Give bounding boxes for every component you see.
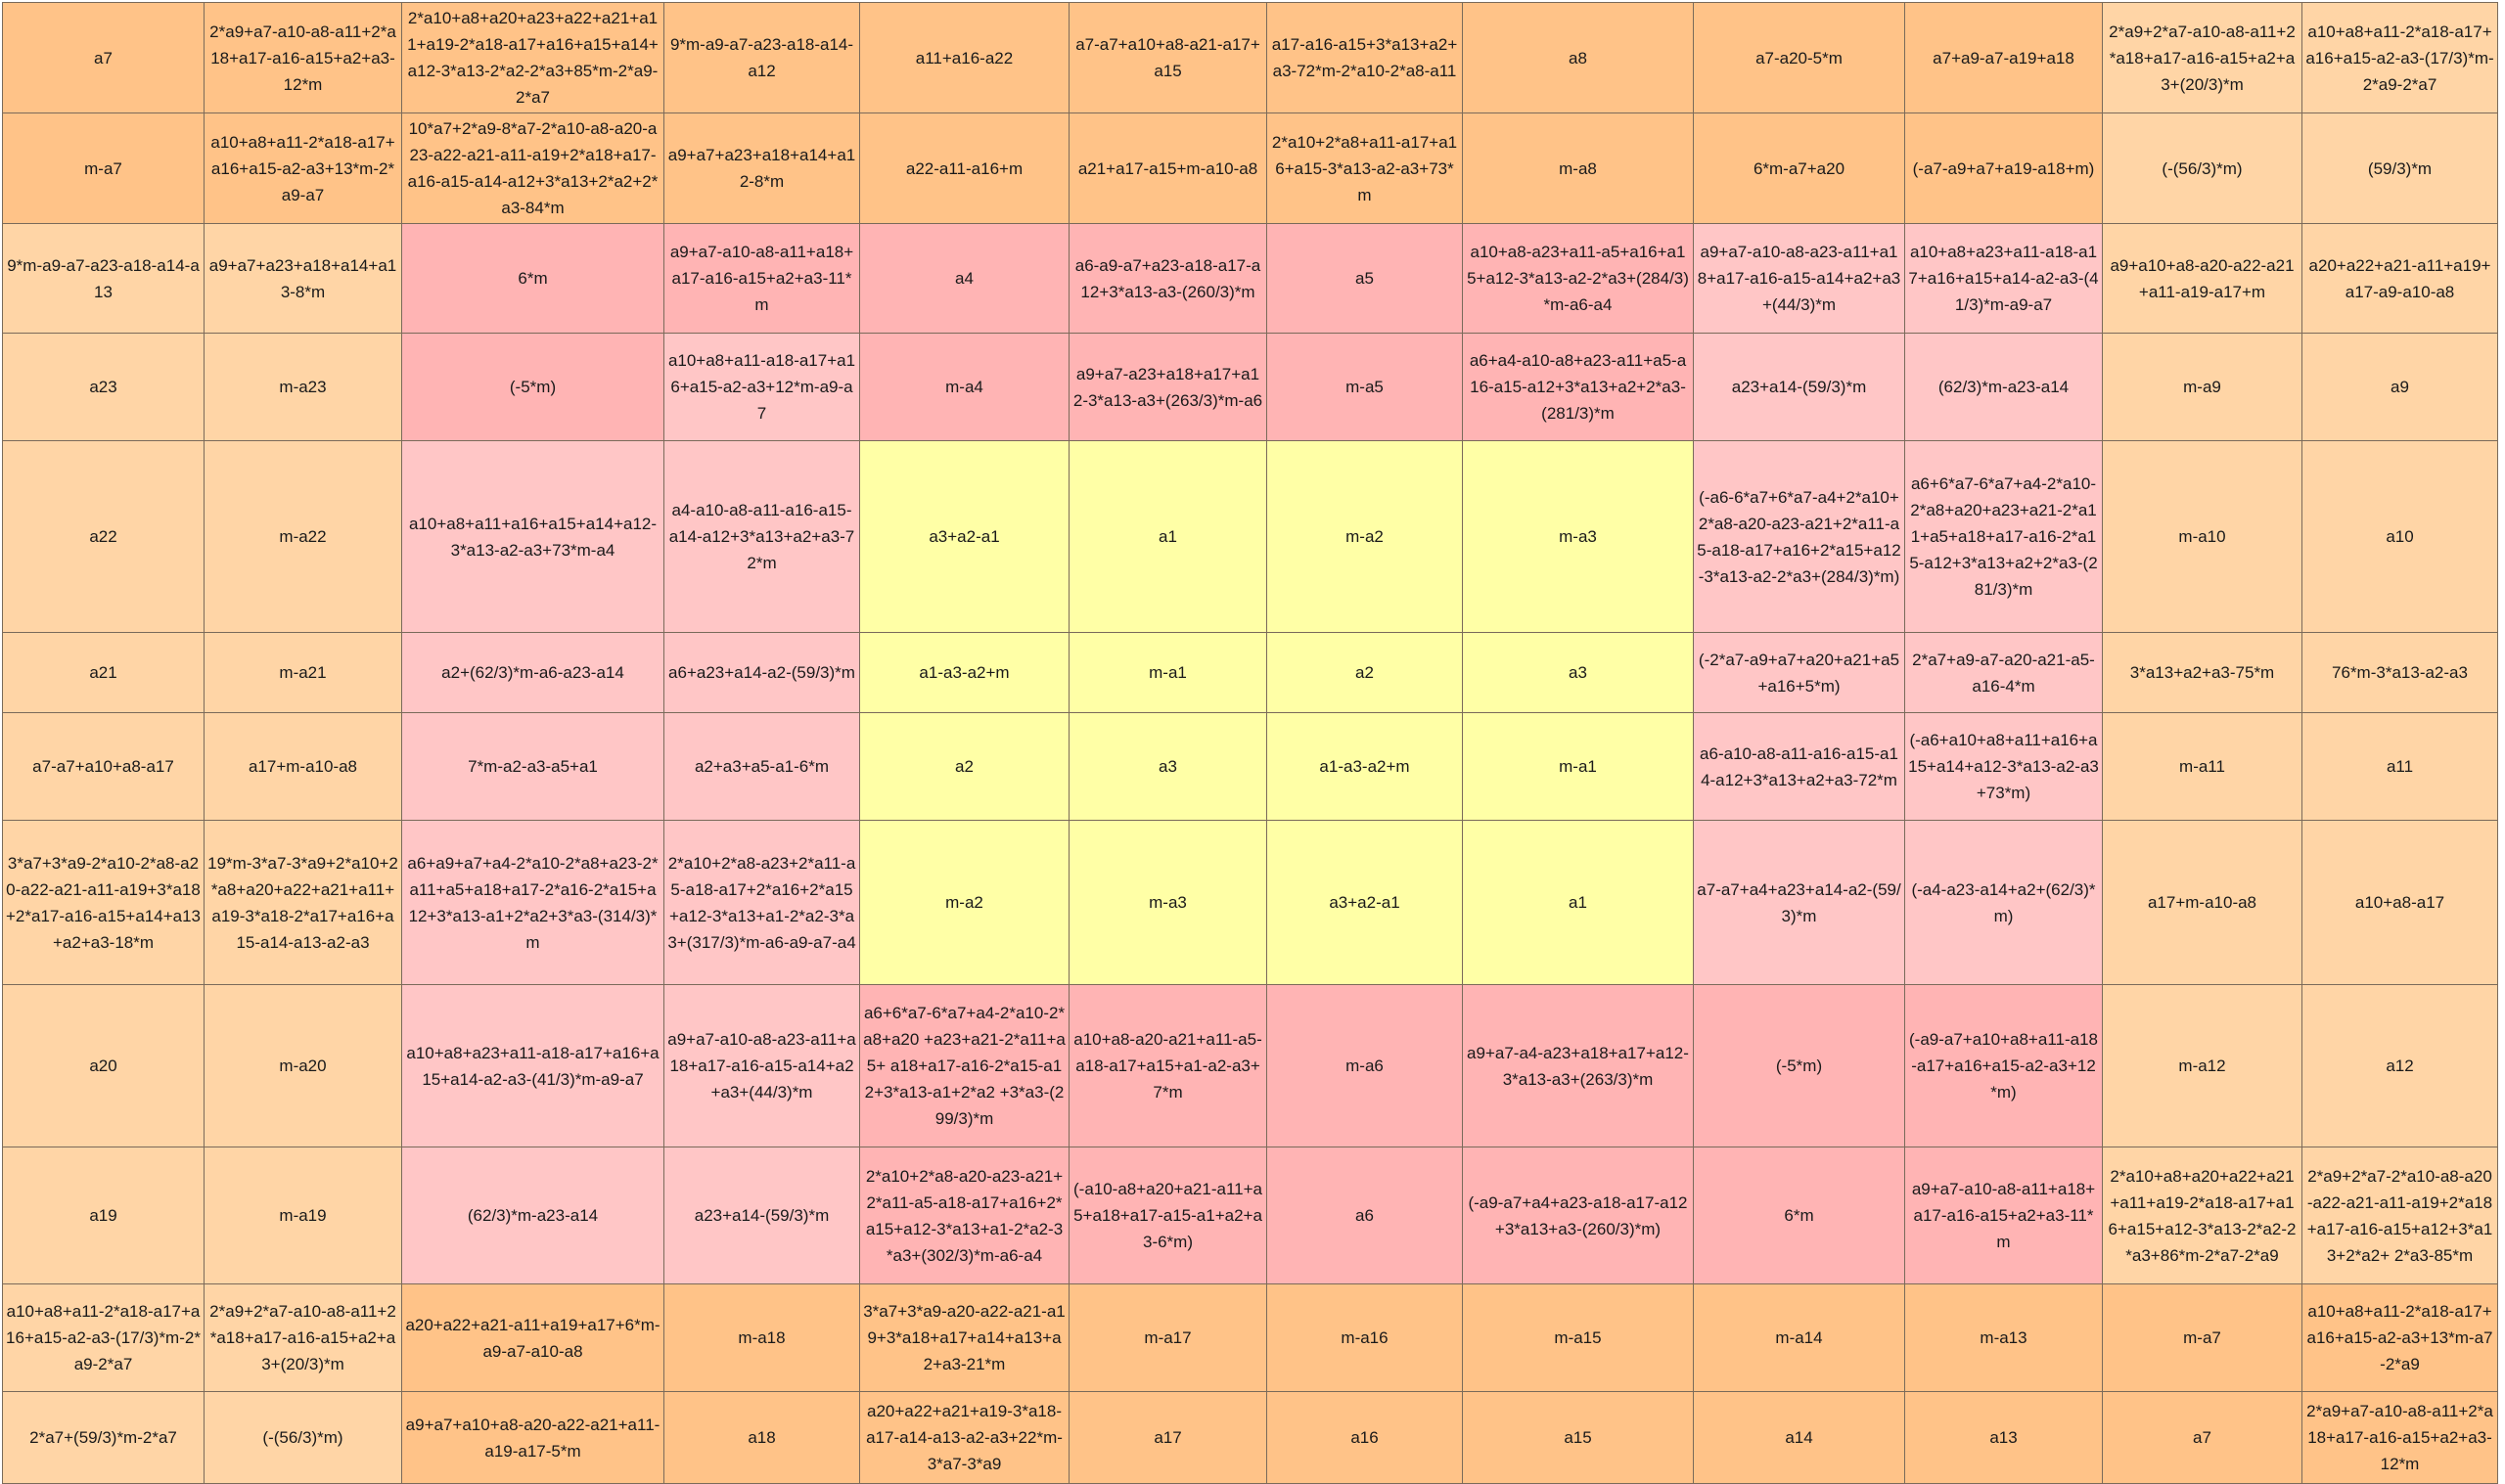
table-cell: m-a8: [1463, 113, 1694, 224]
table-cell: a13: [1905, 1392, 2103, 1484]
table-cell: m-a3: [1463, 441, 1694, 633]
table-cell: m-a5: [1267, 334, 1463, 441]
table-cell: a18: [664, 1392, 860, 1484]
table-cell: (-5*m): [1694, 985, 1905, 1147]
table-row: [3, 713, 2498, 821]
table-cell: 10*a7+2*a9-8*a7-2*a10-a8-a20-a23-a22-a21-a11-a19+2*a18+a17-a16-a15-a14-a12+3*a13+2*a2+2*a3-84*m: [402, 113, 664, 224]
table-cell: a10+a8+a11-2*a18-a17+a16+a15-a2-a3+13*m-2*a9-a7: [205, 113, 402, 224]
table-cell: m-a2: [1267, 441, 1463, 633]
table-cell: a10: [2302, 441, 2498, 633]
table-cell: a17+m-a10-a8: [2103, 821, 2302, 985]
table-cell: a2: [1267, 633, 1463, 713]
table-cell: 9*m-a9-a7-a23-a18-a14-a13: [3, 224, 205, 334]
table-cell: m-a23: [205, 334, 402, 441]
table-cell: a7-a7+a10+a8-a17: [3, 713, 205, 821]
table-cell: 7*m-a2-a3-a5+a1: [402, 713, 664, 821]
table-cell: a9+a7-a10-a8-a11+a18+a17-a16-a15+a2+a3-11*m: [1905, 1147, 2103, 1284]
table-cell: (-2*a7-a9+a7+a20+a21+a5+a16+5*m): [1694, 633, 1905, 713]
table-cell: a9+a7-a4-a23+a18+a17+a12-3*a13-a3+(263/3)*m: [1463, 985, 1694, 1147]
table-cell: a19: [3, 1147, 205, 1284]
table-cell: a11+a16-a22: [860, 3, 1070, 113]
table-cell: a4: [860, 224, 1070, 334]
table-cell: m-a19: [205, 1147, 402, 1284]
table-cell: m-a9: [2103, 334, 2302, 441]
table-cell: 2*a10+2*a8-a20-a23-a21+2*a11-a5-a18-a17+a16+2*a15+a12-3*a13+a1-2*a2-3*a3+(302/3)*m-a6-a4: [860, 1147, 1070, 1284]
table-cell: m-a17: [1070, 1284, 1267, 1392]
table-row: [3, 1147, 2498, 1284]
table-cell: a12: [2302, 985, 2498, 1147]
table-cell: a2: [860, 713, 1070, 821]
table-cell: 2*a7+a9-a7-a20-a21-a5-a16-4*m: [1905, 633, 2103, 713]
table-cell: a1: [1463, 821, 1694, 985]
table-cell: 2*a10+a8+a20+a23+a22+a21+a11+a19-2*a18-a17+a16+a15+a14+a12-3*a13-2*a2-2*a3+85*m-2*a9-2*a7: [402, 3, 664, 113]
table-cell: (-a4-a23-a14+a2+(62/3)*m): [1905, 821, 2103, 985]
table-cell: a20+a22+a21+a19-3*a18-a17-a14-a13-a2-a3+22*m-3*a7-3*a9: [860, 1392, 1070, 1484]
table-cell: a17-a16-a15+3*a13+a2+a3-72*m-2*a10-2*a8-a11: [1267, 3, 1463, 113]
table-cell: m-a15: [1463, 1284, 1694, 1392]
table-cell: a6-a10-a8-a11-a16-a15-a14-a12+3*a13+a2+a3-72*m: [1694, 713, 1905, 821]
table-row: [3, 334, 2498, 441]
table-cell: 2*a7+(59/3)*m-2*a7: [3, 1392, 205, 1484]
table-cell: a6+6*a7-6*a7+a4-2*a10-2*a8+a20 +a23+a21-2*a11+a5+ a18+a17-a16-2*a15-a12+3*a13-a1+2*a2 +3*a3-(299/3)*m: [860, 985, 1070, 1147]
table-cell: a9+a7-a10-a8-a23-a11+a18+a17-a16-a15-a14+a2+a3+(44/3)*m: [664, 985, 860, 1147]
table-cell: m-a21: [205, 633, 402, 713]
table-cell: (-a7-a9+a7+a19-a18+m): [1905, 113, 2103, 224]
table-cell: m-a11: [2103, 713, 2302, 821]
table-cell: (-a10-a8+a20+a21-a11+a5+a18+a17-a15-a1+a2+a3-6*m): [1070, 1147, 1267, 1284]
table-cell: a10+a8-a20-a21+a11-a5-a18-a17+a15+a1-a2-a3+7*m: [1070, 985, 1267, 1147]
table-cell: a6+6*a7-6*a7+a4-2*a10-2*a8+a20+a23+a21-2*a11+a5+a18+a17-a16-2*a15-a12+3*a13+a2+2*a3-(281/3)*m: [1905, 441, 2103, 633]
table-cell: a10+a8+a11-2*a18-a17+a16+a15-a2-a3-(17/3)*m-2*a9-2*a7: [2302, 3, 2498, 113]
table-cell: a21: [3, 633, 205, 713]
table-cell: 2*a10+2*a8-a23+2*a11-a5-a18-a17+2*a16+2*a15+a12-3*a13+a1-2*a2-3*a3+(317/3)*m-a6-a9-a7-a4: [664, 821, 860, 985]
table-row: [3, 3, 2498, 113]
table-cell: (-a6+a10+a8+a11+a16+a15+a14+a12-3*a13-a2-a3+73*m): [1905, 713, 2103, 821]
table-cell: a10+a8+a11-a18-a17+a16+a15-a2-a3+12*m-a9-a7: [664, 334, 860, 441]
table-cell: a9+a7-a10-a8-a23-a11+a18+a17-a16-a15-a14+a2+a3+(44/3)*m: [1694, 224, 1905, 334]
table-cell: a22-a11-a16+m: [860, 113, 1070, 224]
table-row: [3, 1284, 2498, 1392]
table-cell: a9: [2302, 334, 2498, 441]
table-cell: a20+a22+a21-a11+a19+a17+6*m-a9-a7-a10-a8: [402, 1284, 664, 1392]
table-cell: 19*m-3*a7-3*a9+2*a10+2*a8+a20+a22+a21+a11+a19-3*a18-2*a17+a16+a15-a14-a13-a2-a3: [205, 821, 402, 985]
table-cell: a9+a7-a23+a18+a17+a12-3*a13-a3+(263/3)*m-a6: [1070, 334, 1267, 441]
table-cell: 6*m: [402, 224, 664, 334]
table-cell: 6*m-a7+a20: [1694, 113, 1905, 224]
table-cell: m-a7: [2103, 1284, 2302, 1392]
table-cell: (-(56/3)*m): [205, 1392, 402, 1484]
table-cell: 9*m-a9-a7-a23-a18-a14-a12: [664, 3, 860, 113]
table-cell: (59/3)*m: [2302, 113, 2498, 224]
table-cell: m-a10: [2103, 441, 2302, 633]
table-cell: a10+a8+a11+a16+a15+a14+a12-3*a13-a2-a3+73*m-a4: [402, 441, 664, 633]
table-cell: m-a2: [860, 821, 1070, 985]
table-cell: a2+(62/3)*m-a6-a23-a14: [402, 633, 664, 713]
table-row: [3, 441, 2498, 633]
table-cell: 2*a9+a7-a10-a8-a11+2*a18+a17-a16-a15+a2+a3-12*m: [205, 3, 402, 113]
table-cell: a23+a14-(59/3)*m: [1694, 334, 1905, 441]
table-cell: a10+a8+a11-2*a18-a17+a16+a15-a2-a3-(17/3)*m-2*a9-2*a7: [3, 1284, 205, 1392]
table-cell: a10+a8+a11-2*a18-a17+a16+a15-a2-a3+13*m-a7-2*a9: [2302, 1284, 2498, 1392]
table-cell: a9+a10+a8-a20-a22-a21+a11-a19-a17+m: [2103, 224, 2302, 334]
table-cell: a3: [1463, 633, 1694, 713]
table-cell: 3*a13+a2+a3-75*m: [2103, 633, 2302, 713]
table-cell: m-a14: [1694, 1284, 1905, 1392]
table-cell: a4-a10-a8-a11-a16-a15-a14-a12+3*a13+a2+a3-72*m: [664, 441, 860, 633]
table-cell: a7: [3, 3, 205, 113]
table-cell: a3+a2-a1: [860, 441, 1070, 633]
table-cell: m-a7: [3, 113, 205, 224]
table-row: [3, 821, 2498, 985]
table-cell: 2*a9+2*a7-a10-a8-a11+2*a18+a17-a16-a15+a2+a3+(20/3)*m: [2103, 3, 2302, 113]
table-cell: 2*a10+a8+a20+a22+a21+a11+a19-2*a18-a17+a16+a15+a12-3*a13-2*a2-2*a3+86*m-2*a7-2*a9: [2103, 1147, 2302, 1284]
table-cell: m-a3: [1070, 821, 1267, 985]
table-cell: 3*a7+3*a9-2*a10-2*a8-a20-a22-a21-a11-a19+3*a18+2*a17-a16-a15+a14+a13+a2+a3-18*m: [3, 821, 205, 985]
table-cell: a17: [1070, 1392, 1267, 1484]
table-row: [3, 224, 2498, 334]
table-cell: 6*m: [1694, 1147, 1905, 1284]
table-cell: a10+a8+a23+a11-a18-a17+a16+a15+a14-a2-a3-(41/3)*m-a9-a7: [402, 985, 664, 1147]
table-cell: a11: [2302, 713, 2498, 821]
table-row: [3, 633, 2498, 713]
table-cell: a9+a7+a23+a18+a14+a12-8*m: [664, 113, 860, 224]
table-cell: a7-a20-5*m: [1694, 3, 1905, 113]
table-cell: a10+a8+a23+a11-a18-a17+a16+a15+a14-a2-a3-(41/3)*m-a9-a7: [1905, 224, 2103, 334]
table-cell: a1: [1070, 441, 1267, 633]
table-cell: a5: [1267, 224, 1463, 334]
table-cell: a7+a9-a7-a19+a18: [1905, 3, 2103, 113]
table-cell: a1-a3-a2+m: [1267, 713, 1463, 821]
table-cell: m-a20: [205, 985, 402, 1147]
table-cell: (-a9-a7+a4+a23-a18-a17-a12+3*a13+a3-(260/3)*m): [1463, 1147, 1694, 1284]
table-cell: m-a13: [1905, 1284, 2103, 1392]
table-cell: a10+a8-a17: [2302, 821, 2498, 985]
table-row: [3, 1392, 2498, 1484]
table-row: [3, 113, 2498, 224]
table-row: [3, 985, 2498, 1147]
table-cell: a3: [1070, 713, 1267, 821]
table-cell: a7: [2103, 1392, 2302, 1484]
table-cell: 2*a9+2*a7-2*a10-a8-a20-a22-a21-a11-a19+2*a18+a17-a16-a15+a12+3*a13+2*a2+ 2*a3-85*m: [2302, 1147, 2498, 1284]
table-cell: a8: [1463, 3, 1694, 113]
table-cell: a6+a4-a10-a8+a23-a11+a5-a16-a15-a12+3*a13+a2+2*a3-(281/3)*m: [1463, 334, 1694, 441]
table-cell: 2*a10+2*a8+a11-a17+a16+a15-3*a13-a2-a3+73*m: [1267, 113, 1463, 224]
table-cell: a23+a14-(59/3)*m: [664, 1147, 860, 1284]
table-cell: a6: [1267, 1147, 1463, 1284]
table-cell: a21+a17-a15+m-a10-a8: [1070, 113, 1267, 224]
table-cell: m-a6: [1267, 985, 1463, 1147]
table-cell: a16: [1267, 1392, 1463, 1484]
table-cell: 2*a9+2*a7-a10-a8-a11+2*a18+a17-a16-a15+a2+a3+(20/3)*m: [205, 1284, 402, 1392]
table-cell: m-a22: [205, 441, 402, 633]
table-cell: m-a1: [1463, 713, 1694, 821]
table-cell: a20: [3, 985, 205, 1147]
table-cell: m-a1: [1070, 633, 1267, 713]
table-cell: a3+a2-a1: [1267, 821, 1463, 985]
table-cell: a20+a22+a21-a11+a19+a17-a9-a10-a8: [2302, 224, 2498, 334]
table-cell: a9+a7+a10+a8-a20-a22-a21+a11-a19-a17-5*m: [402, 1392, 664, 1484]
table-cell: 2*a9+a7-a10-a8-a11+2*a18+a17-a16-a15+a2+a3-12*m: [2302, 1392, 2498, 1484]
table-cell: a14: [1694, 1392, 1905, 1484]
table-cell: (-a9-a7+a10+a8+a11-a18-a17+a16+a15-a2-a3+12*m): [1905, 985, 2103, 1147]
table-cell: a2+a3+a5-a1-6*m: [664, 713, 860, 821]
table-cell: (-a6-6*a7+6*a7-a4+2*a10+2*a8-a20-a23-a21+2*a11-a5-a18-a17+a16+2*a15+a12-3*a13-a2-2*a3+(284/3)*m): [1694, 441, 1905, 633]
table-cell: a7-a7+a4+a23+a14-a2-(59/3)*m: [1694, 821, 1905, 985]
table-cell: m-a18: [664, 1284, 860, 1392]
table-cell: m-a12: [2103, 985, 2302, 1147]
table-cell: a15: [1463, 1392, 1694, 1484]
table-cell: m-a16: [1267, 1284, 1463, 1392]
table-cell: (-5*m): [402, 334, 664, 441]
table-cell: m-a4: [860, 334, 1070, 441]
table-cell: a6+a23+a14-a2-(59/3)*m: [664, 633, 860, 713]
table-cell: 76*m-3*a13-a2-a3: [2302, 633, 2498, 713]
table-cell: a7-a7+a10+a8-a21-a17+a15: [1070, 3, 1267, 113]
magic-square-table: [2, 2, 2498, 1484]
table-cell: (-(56/3)*m): [2103, 113, 2302, 224]
table-cell: a17+m-a10-a8: [205, 713, 402, 821]
table-cell: (62/3)*m-a23-a14: [402, 1147, 664, 1284]
table-cell: a22: [3, 441, 205, 633]
table-cell: a10+a8-a23+a11-a5+a16+a15+a12-3*a13-a2-2*a3+(284/3)*m-a6-a4: [1463, 224, 1694, 334]
table-cell: a9+a7+a23+a18+a14+a13-8*m: [205, 224, 402, 334]
table-cell: 3*a7+3*a9-a20-a22-a21-a19+3*a18+a17+a14+a13+a2+a3-21*m: [860, 1284, 1070, 1392]
table-cell: a1-a3-a2+m: [860, 633, 1070, 713]
table-cell: a9+a7-a10-a8-a11+a18+a17-a16-a15+a2+a3-11*m: [664, 224, 860, 334]
table-cell: a23: [3, 334, 205, 441]
table-cell: a6-a9-a7+a23-a18-a17-a12+3*a13-a3-(260/3)*m: [1070, 224, 1267, 334]
table-cell: (62/3)*m-a23-a14: [1905, 334, 2103, 441]
table-cell: a6+a9+a7+a4-2*a10-2*a8+a23-2*a11+a5+a18+a17-2*a16-2*a15+a12+3*a13-a1+2*a2+3*a3-(314/3)*m: [402, 821, 664, 985]
